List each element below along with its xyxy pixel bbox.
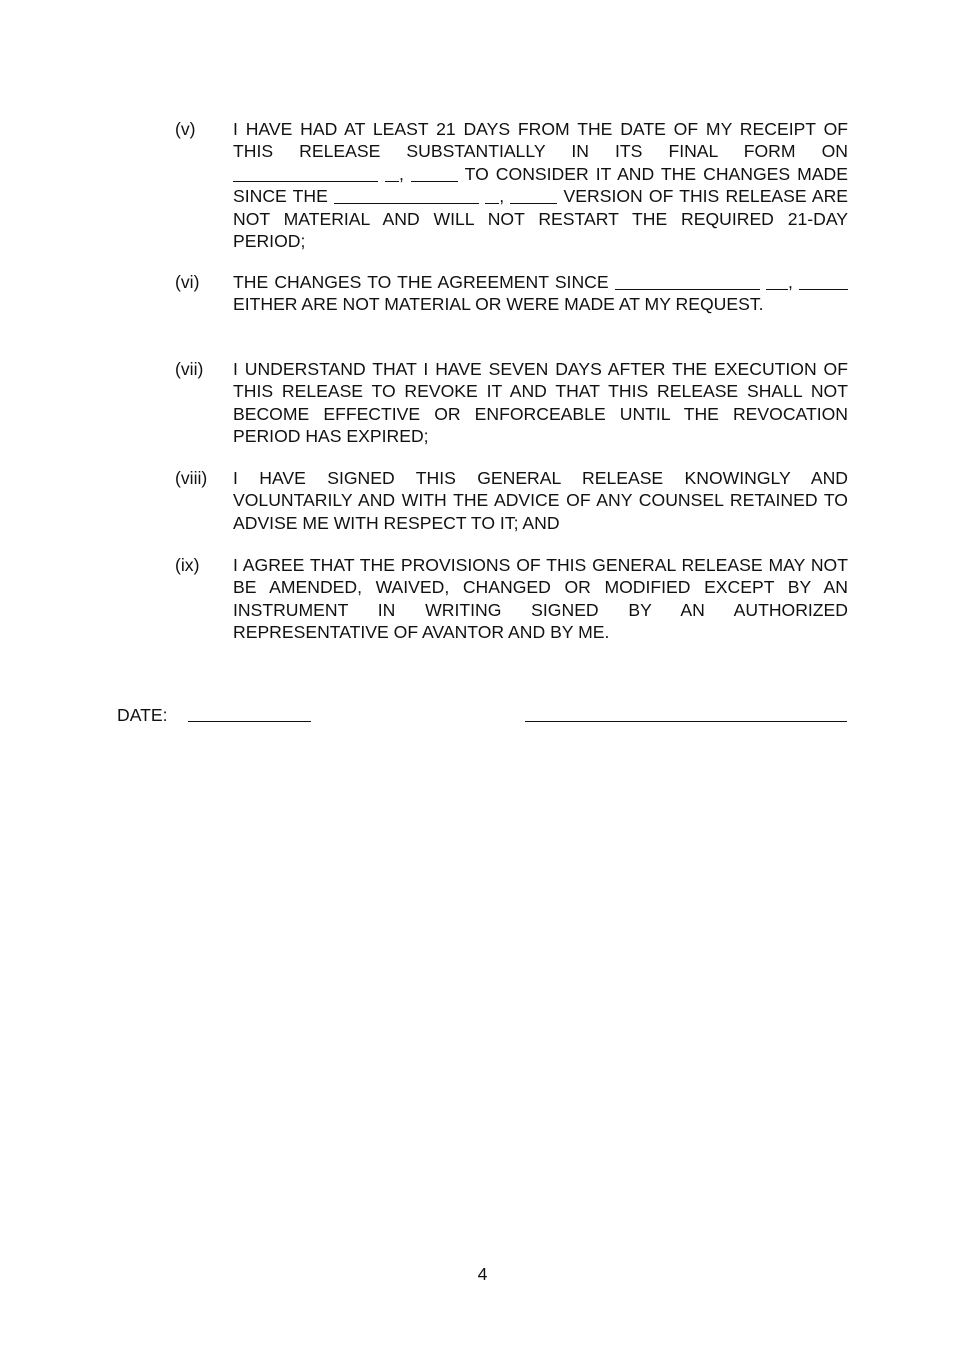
clause-number: (ix): [175, 555, 200, 575]
clause-v: [175, 118, 848, 252]
clause-number: (viii): [175, 468, 208, 488]
blank-line: [485, 187, 499, 204]
clause-number: (vii): [175, 359, 204, 379]
clause-viii: [175, 467, 848, 534]
blank-line: [411, 165, 458, 182]
clause-text: THE CHANGES TO THE AGREEMENT SINCE , EITHER ARE NOT MATERIAL OR WERE MADE AT MY REQUEST.: [233, 271, 848, 316]
blank-line: [615, 273, 760, 290]
blank-line: [385, 165, 399, 182]
date-label: DATE:: [117, 705, 168, 725]
clause-text: I UNDERSTAND THAT I HAVE SEVEN DAYS AFTER THE EXECUTION OF THIS RELEASE TO REVOKE IT AND THAT THIS RELEASE SHALL NOT BECOME EFFECTIVE OR ENFORCEABLE UNTIL THE REVOCATION PERIOD HAS EXPIRED;: [233, 359, 848, 447]
blank-line: [510, 187, 557, 204]
signature-blank-line[interactable]: [525, 721, 847, 722]
clause-vi: [175, 271, 848, 316]
blank-line: [233, 165, 378, 182]
clause-number: (v): [175, 119, 196, 139]
blank-line: [334, 187, 479, 204]
clause-text: I AGREE THAT THE PROVISIONS OF THIS GENERAL RELEASE MAY NOT BE AMENDED, WAIVED, CHANGED OR MODIFIED EXCEPT BY AN INSTRUMENT IN WRITING SIGNED BY AN AUTHORIZED REPRESENTATIVE OF AVANTOR AND BY ME.: [233, 555, 848, 643]
clause-ix: [175, 554, 848, 644]
clause-text: I HAVE HAD AT LEAST 21 DAYS FROM THE DATE OF MY RECEIPT OF THIS RELEASE SUBSTANTIALLY IN ITS FINAL FORM ON , TO CONSIDER IT AND THE CHANGES MADE SINCE THE , VERSION OF THIS RELEASE ARE NOT MATERIAL AND WILL NOT RESTART THE REQUIRED 21-DAY PERIOD;: [233, 119, 849, 252]
date-blank-line[interactable]: [188, 721, 311, 722]
clause-vii: [175, 358, 848, 448]
page-number: 4: [477, 1264, 488, 1284]
clause-text: I HAVE SIGNED THIS GENERAL RELEASE KNOWINGLY AND VOLUNTARILY AND WITH THE ADVICE OF ANY COUNSEL RETAINED TO ADVISE ME WITH RESPECT TO IT; AND: [233, 468, 848, 533]
blank-line: [799, 273, 848, 290]
clause-number: (vi): [175, 272, 200, 292]
blank-line: [766, 273, 788, 290]
